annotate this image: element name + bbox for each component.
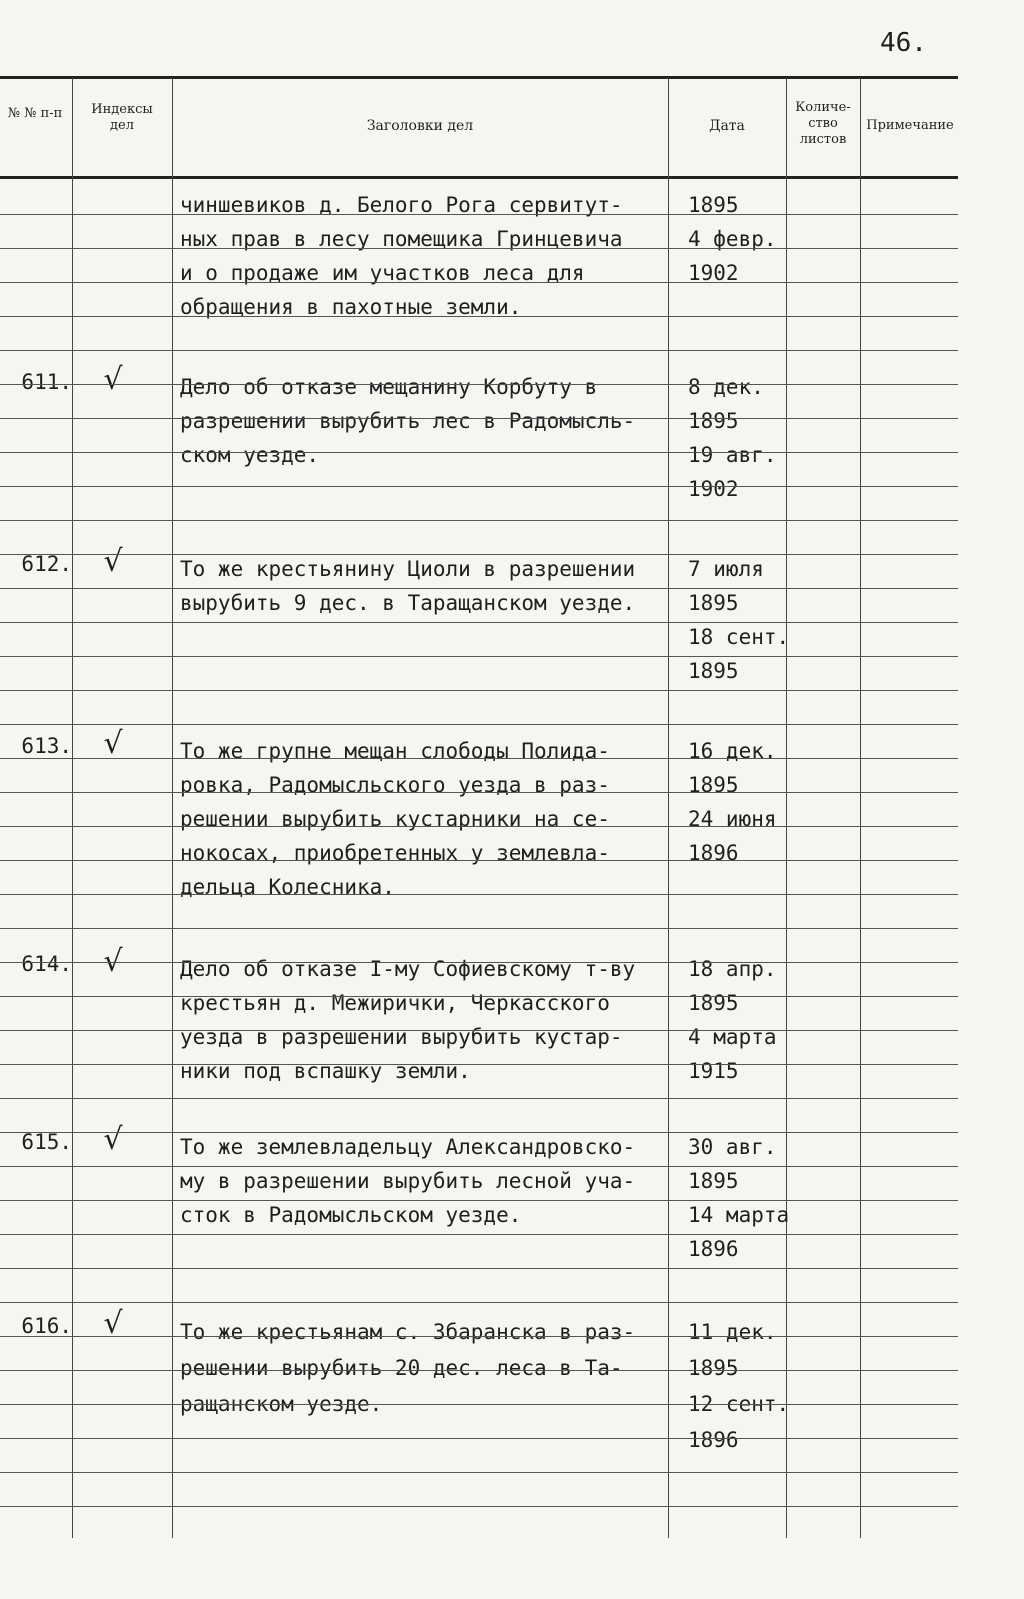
title-line: То же землевладельцу Александровско- bbox=[180, 1135, 636, 1159]
check-mark: √ bbox=[103, 362, 123, 397]
date-line: 1896 bbox=[688, 1428, 739, 1452]
ruled-line bbox=[0, 1098, 958, 1099]
ruled-line bbox=[0, 1234, 958, 1235]
ruled-line bbox=[0, 1166, 958, 1167]
check-mark: √ bbox=[103, 544, 123, 579]
ruled-line bbox=[0, 248, 958, 249]
ruled-line bbox=[0, 1030, 958, 1031]
record-dates bbox=[688, 1130, 806, 1266]
ruled-line bbox=[0, 520, 958, 521]
date-line: 1896 bbox=[688, 841, 739, 865]
column-divider-sheets bbox=[860, 78, 861, 1538]
title-line: обращения в пахотные земли. bbox=[180, 295, 522, 319]
title-line: ных прав в лесу помещика Гринцевича bbox=[180, 227, 623, 251]
date-line: 1895 bbox=[688, 773, 739, 797]
ruled-line bbox=[0, 996, 958, 997]
record-number: 614. bbox=[21, 952, 72, 976]
record-dates bbox=[688, 952, 806, 1088]
date-line: 8 дек. bbox=[688, 375, 764, 399]
title-line: То же крестьянину Циоли в разрешении bbox=[180, 557, 636, 581]
date-line: 18 сент. bbox=[688, 625, 790, 649]
title-line: решении вырубить 20 дес. леса в Та- bbox=[180, 1356, 623, 1380]
ruled-line bbox=[0, 350, 958, 351]
ruled-line bbox=[0, 656, 958, 657]
title-line: ском уезде. bbox=[180, 443, 320, 467]
ruled-line bbox=[0, 690, 958, 691]
date-line: 1902 bbox=[688, 261, 739, 285]
ruled-line bbox=[0, 554, 958, 555]
title-line: ровка, Радомысльского уезда в раз- bbox=[180, 773, 610, 797]
date-line: 1896 bbox=[688, 1237, 739, 1261]
date-line: 7 июля bbox=[688, 557, 764, 581]
date-line: 1895 bbox=[688, 1356, 739, 1380]
header-title: Заголовки дел bbox=[366, 118, 474, 134]
ruled-line bbox=[0, 1506, 958, 1507]
ruled-line bbox=[0, 826, 958, 827]
date-line: 1895 bbox=[688, 193, 739, 217]
record-title bbox=[180, 734, 680, 904]
date-line: 16 дек. bbox=[688, 739, 777, 763]
date-line: 4 марта bbox=[688, 1025, 777, 1049]
title-line: му в разрешении вырубить лесной уча- bbox=[180, 1169, 636, 1193]
check-mark: √ bbox=[103, 1306, 123, 1341]
title-line: сток в Радомысльском уезде. bbox=[180, 1203, 522, 1227]
title-line: разрешении вырубить лес в Радомысль- bbox=[180, 409, 636, 433]
date-line: 19 авг. bbox=[688, 443, 777, 467]
date-line: 4 февр. bbox=[688, 227, 777, 251]
title-line: вырубить 9 дес. в Таращанском уезде. bbox=[180, 591, 636, 615]
ruled-line bbox=[0, 724, 958, 725]
title-line: крестьян д. Межирички, Черкасского bbox=[180, 991, 610, 1015]
record-dates bbox=[688, 552, 806, 688]
check-mark: √ bbox=[103, 726, 123, 761]
title-line: и о продаже им участков леса для bbox=[180, 261, 585, 285]
ruled-line bbox=[0, 1472, 958, 1473]
ruled-line bbox=[0, 928, 958, 929]
date-line: 12 сент. bbox=[688, 1392, 790, 1416]
header-sheets: Количе- ство листов bbox=[795, 100, 851, 147]
date-line: 1895 bbox=[688, 409, 739, 433]
ruled-line bbox=[0, 486, 958, 487]
ruled-line bbox=[0, 1200, 958, 1201]
ruled-line bbox=[0, 384, 958, 385]
header-note: Примечание bbox=[866, 118, 954, 133]
header-index: Индексы дел bbox=[91, 102, 153, 133]
ruled-line bbox=[0, 894, 958, 895]
record-title bbox=[180, 188, 680, 324]
title-line: То же крестьянам с. Збаранска в раз- bbox=[180, 1320, 636, 1344]
title-line: нокосах, приобретенных у землевла- bbox=[180, 841, 610, 865]
ruled-line bbox=[0, 792, 958, 793]
ruled-line bbox=[0, 1302, 958, 1303]
record-number: 611. bbox=[21, 370, 72, 394]
column-divider-index bbox=[172, 78, 173, 1538]
ruled-line bbox=[0, 214, 958, 215]
ruled-line bbox=[0, 316, 958, 317]
header-bottom-rule bbox=[0, 176, 958, 179]
date-line: 1895 bbox=[688, 591, 739, 615]
ruled-line bbox=[0, 1370, 958, 1371]
date-line: 1915 bbox=[688, 1059, 739, 1083]
record-number: 616. bbox=[21, 1314, 72, 1338]
title-line: Дело об отказе мещанину Корбуту в bbox=[180, 375, 598, 399]
ruled-line bbox=[0, 1268, 958, 1269]
date-line: 1902 bbox=[688, 477, 739, 501]
ruled-line bbox=[0, 1404, 958, 1405]
date-line: 24 июня bbox=[688, 807, 777, 831]
ruled-line bbox=[0, 1438, 958, 1439]
title-line: чиншевиков д. Белого Рога сервитут- bbox=[180, 193, 623, 217]
header-top-rule bbox=[0, 76, 958, 79]
record-dates bbox=[688, 188, 806, 290]
record-title bbox=[180, 1314, 680, 1422]
record-dates bbox=[688, 734, 806, 870]
date-line: 11 дек. bbox=[688, 1320, 777, 1344]
title-line: решении вырубить кустарники на се- bbox=[180, 807, 610, 831]
record-number: 612. bbox=[21, 552, 72, 576]
date-line: 14 марта bbox=[688, 1203, 790, 1227]
title-line: ращанском уезде. bbox=[180, 1392, 383, 1416]
record-number: 613. bbox=[21, 734, 72, 758]
title-line: ники под вспашку земли. bbox=[180, 1059, 471, 1083]
title-line: Дело об отказе I-му Софиевскому т-ву bbox=[180, 957, 636, 981]
date-line: 18 апр. bbox=[688, 957, 777, 981]
record-title bbox=[180, 370, 680, 472]
title-line: уезда в разрешении вырубить кустар- bbox=[180, 1025, 623, 1049]
ruled-line bbox=[0, 860, 958, 861]
check-mark: √ bbox=[103, 944, 123, 979]
record-title bbox=[180, 1130, 680, 1232]
ruled-line bbox=[0, 1132, 958, 1133]
check-mark: √ bbox=[103, 1122, 123, 1157]
record-title bbox=[180, 952, 680, 1088]
ruled-line bbox=[0, 758, 958, 759]
date-line: 1895 bbox=[688, 991, 739, 1015]
record-number: 615. bbox=[21, 1130, 72, 1154]
ruled-line bbox=[0, 418, 958, 419]
ruled-line bbox=[0, 962, 958, 963]
header-num: № № п-п bbox=[7, 106, 63, 121]
header-date: Дата bbox=[709, 118, 745, 134]
date-line: 30 авг. bbox=[688, 1135, 777, 1159]
ruled-line bbox=[0, 1064, 958, 1065]
title-line: То же групне мещан слободы Полида- bbox=[180, 739, 610, 763]
ruled-line bbox=[0, 588, 958, 589]
ruled-line bbox=[0, 1336, 958, 1337]
record-title bbox=[180, 552, 680, 620]
date-line: 1895 bbox=[688, 1169, 739, 1193]
date-line: 1895 bbox=[688, 659, 739, 683]
page-number: 46. bbox=[880, 28, 927, 58]
ruled-line bbox=[0, 282, 958, 283]
ruled-line bbox=[0, 622, 958, 623]
ruled-line bbox=[0, 452, 958, 453]
title-line: дельца Колесника. bbox=[180, 875, 395, 899]
column-divider-num bbox=[72, 78, 73, 1538]
